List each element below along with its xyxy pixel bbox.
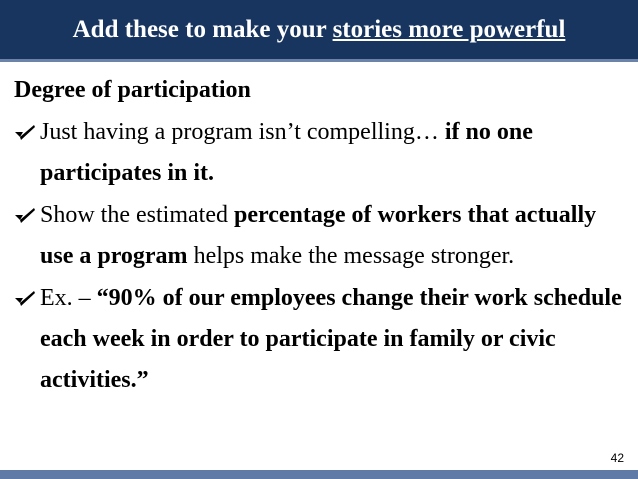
- bullet-text-end: helps make the message stronger.: [187, 243, 515, 269]
- bullet-bold-text: percentage of workers that actually use a program: [40, 202, 597, 269]
- bullet-bold-text: if no one participates in it.: [40, 119, 533, 186]
- checkmark-arrow-icon: [14, 206, 36, 226]
- bullet-item: [14, 278, 632, 401]
- slide-title: [0, 16, 638, 44]
- bullet-list: [14, 112, 632, 402]
- page-number: 42: [610, 451, 624, 465]
- title-underlined-text: stories more powerful: [332, 16, 566, 43]
- title-bar: [0, 0, 638, 62]
- title-text: Add these to make your: [72, 16, 333, 43]
- bullet-text: Ex. –: [40, 285, 97, 311]
- bullet-item: [14, 112, 632, 194]
- section-heading: Degree of participation: [14, 77, 251, 103]
- bullet-text: Show the estimated: [40, 202, 234, 228]
- bullet-bold-text: “90% of our employees change their work schedule each week in order to participate in family or civic activities.”: [40, 285, 622, 393]
- bullet-item: [14, 195, 632, 277]
- checkmark-arrow-icon: [14, 123, 36, 143]
- bullet-text: Just having a program isn’t compelling…: [40, 119, 445, 145]
- checkmark-arrow-icon: [14, 289, 36, 309]
- footer-bar: [0, 470, 638, 479]
